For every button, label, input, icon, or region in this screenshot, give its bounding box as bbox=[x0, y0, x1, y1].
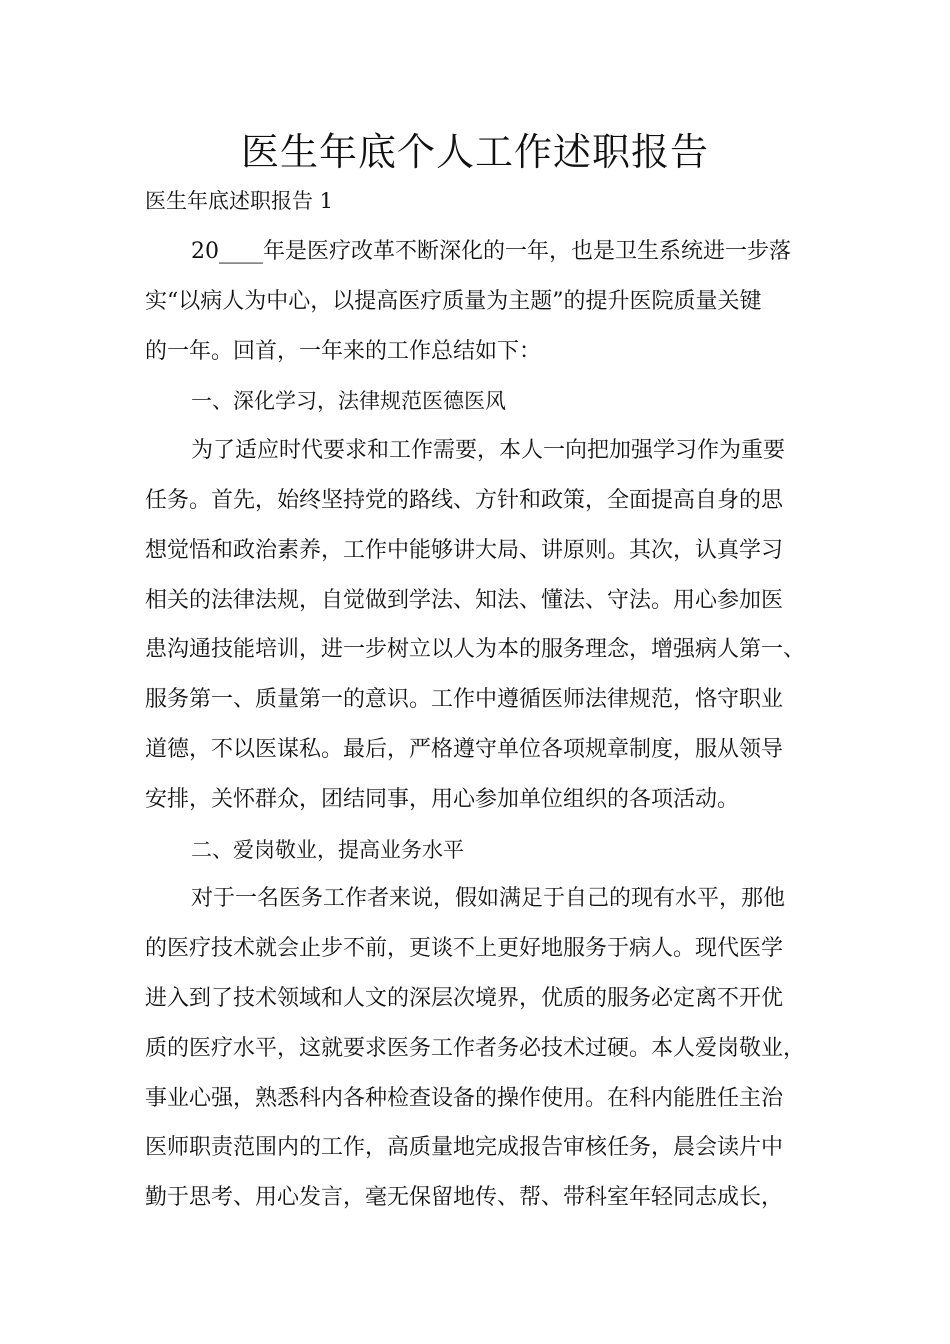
document-body bbox=[145, 234, 825, 1230]
paragraph-line: 20____年是医疗改革不断深化的一年，也是卫生系统进一步落 bbox=[191, 239, 791, 264]
paragraph-line: 对于一名医务工作者来说，假如满足于自己的现有水平，那他 bbox=[191, 886, 786, 912]
paragraph-line: 医师职责范围内的工作，高质量地完成报告审核任务，晨会读片中 bbox=[145, 1135, 784, 1161]
paragraph-line: 为了适应时代要求和工作需要，本人一向把加强学习作为重要 bbox=[191, 438, 786, 464]
section-heading: 一、深化学习，法律规范医德医风 bbox=[191, 389, 506, 414]
document-subtitle: 医生年底述职报告 1 bbox=[145, 189, 334, 213]
document-title: 医生年底个人工作述职报告 bbox=[240, 130, 709, 174]
paragraph-line: 想觉悟和政治素养，工作中能够讲大局、讲原则。其次，认真学习 bbox=[145, 537, 784, 563]
paragraph-line: 进入到了技术领域和人文的深层次境界，优质的服务必定离不开优 bbox=[145, 985, 784, 1011]
paragraph-line: 服务第一、质量第一的意识。工作中遵循医师法律规范，恪守职业 bbox=[145, 687, 784, 713]
paragraph-line: 道德，不以医谋私。最后，严格遵守单位各项规章制度，服从领导 bbox=[145, 736, 784, 762]
paragraph-line: 安排，关怀群众，团结同事，用心参加单位组织的各项活动。 bbox=[145, 786, 740, 812]
paragraph-line: 患沟通技能培训，进一步树立以人为本的服务理念，增强病人第一、 bbox=[145, 637, 806, 663]
paragraph-line: 勤于思考、用心发言，毫无保留地传、帮、带科室年轻同志成长， bbox=[145, 1185, 784, 1211]
paragraph-line: 的一年。回首，一年来的工作总结如下： bbox=[145, 338, 542, 364]
paragraph-line: 事业心强，熟悉科内各种检查设备的操作使用。在科内能胜任主治 bbox=[145, 1085, 784, 1111]
paragraph-line: 实“以病人为中心，以提高医疗质量为主题”的提升医院质量关键 bbox=[145, 288, 762, 314]
section-heading: 二、爱岗敬业，提高业务水平 bbox=[191, 837, 464, 862]
paragraph-line: 的医疗技术就会止步不前，更谈不上更好地服务于病人。现代医学 bbox=[145, 936, 784, 962]
paragraph-line: 任务。首先，始终坚持党的路线、方针和政策，全面提高自身的思 bbox=[145, 487, 784, 513]
paragraph-line: 相关的法律法规，自觉做到学法、知法、懂法、守法。用心参加医 bbox=[145, 587, 784, 613]
paragraph-line: 质的医疗水平，这就要求医务工作者务必技术过硬。本人爱岗敬业， bbox=[145, 1035, 806, 1061]
